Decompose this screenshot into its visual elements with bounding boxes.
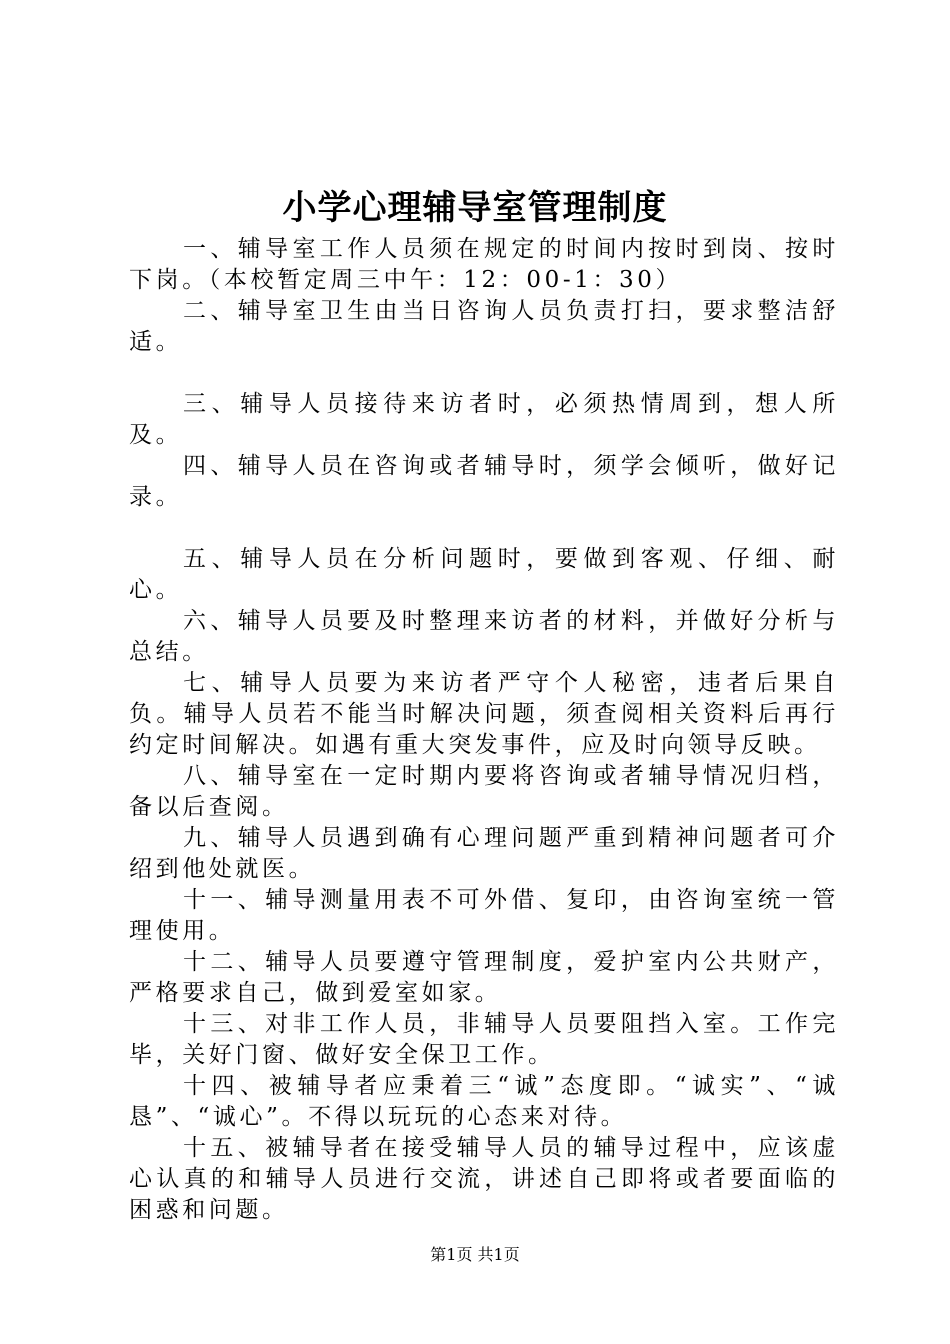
document-body: [129, 234, 839, 1226]
paragraph-12: 十二、辅导人员要遵守管理制度，爱护室内公共财产，严格要求自己，做到爱室如家。: [129, 949, 839, 1006]
paragraph-4: 四、辅导人员在咨询或者辅导时，须学会倾听，做好记录。: [129, 453, 839, 510]
paragraph-6: 六、辅导人员要及时整理来访者的材料，并做好分析与总结。: [129, 608, 839, 665]
paragraph-9: 九、辅导人员遇到确有心理问题严重到精神问题者可介绍到他处就医。: [129, 825, 839, 882]
paragraph-5: 五、辅导人员在分析问题时，要做到客观、仔细、耐心。: [129, 546, 839, 603]
paragraph-15: 十五、被辅导者在接受辅导人员的辅导过程中，应该虚心认真的和辅导人员进行交流，讲述自己即将或者要面临的困惑和问题。: [129, 1135, 839, 1223]
paragraph-2: 二、辅导室卫生由当日咨询人员负责打扫，要求整洁舒适。: [129, 298, 839, 355]
paragraph-11: 十一、辅导测量用表不可外借、复印，由咨询室统一管理使用。: [129, 887, 839, 944]
paragraph-8: 八、辅导室在一定时期内要将咨询或者辅导情况归档，备以后查阅。: [129, 763, 839, 820]
paragraph-13: 十三、对非工作人员，非辅导人员要阻挡入室。工作完毕，关好门窗、做好安全保卫工作。: [129, 1011, 839, 1068]
paragraph-1: 一、辅导室工作人员须在规定的时间内按时到岗、按时下岗。（本校暂定周三中午：12：00-1：30）: [129, 236, 839, 293]
paragraph-7: 七、辅导人员要为来访者严守个人秘密，违者后果自负。辅导人员若不能当时解决问题，须查阅相关资料后再行约定时间解决。如遇有重大突发事件，应及时向领导反映。: [129, 670, 839, 758]
paragraph-14: 十四、被辅导者应秉着三“诚”态度即。“诚实”、“诚恳”、“诚心”。不得以玩玩的心态来对待。: [129, 1073, 839, 1130]
paragraph-3: 三、辅导人员接待来访者时，必须热情周到，想人所及。: [129, 391, 839, 448]
page-footer: 第1页 共1页: [430, 1245, 520, 1264]
document-title: 小学心理辅导室管理制度: [282, 188, 668, 228]
